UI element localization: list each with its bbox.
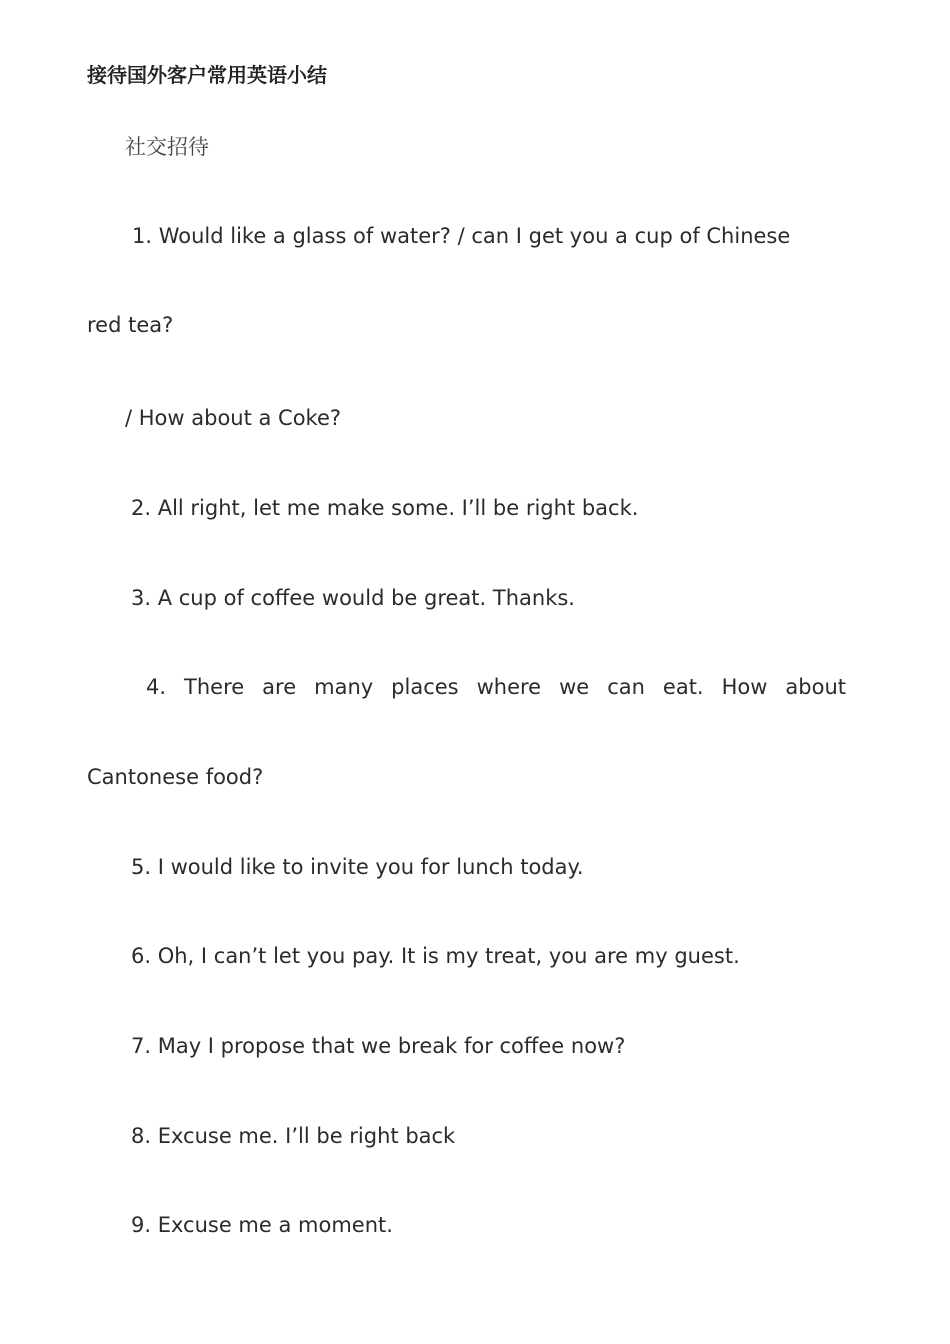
item-4-word: 4.	[146, 675, 167, 699]
item-4-word: many	[314, 675, 374, 699]
item-3: 3. A cup of coffee would be great. Thanks.	[131, 586, 575, 610]
item-9: 9. Excuse me a moment.	[131, 1213, 393, 1237]
item-7: 7. May I propose that we break for coffee now?	[131, 1034, 626, 1058]
item-4-word: eat.	[662, 675, 704, 699]
item-1-line-3: / How about a Coke?	[125, 406, 342, 430]
item-1-line-2: red tea?	[87, 313, 174, 337]
item-8: 8. Excuse me. I’ll be right back	[131, 1124, 456, 1148]
item-4-line-1	[146, 677, 846, 698]
item-4-word: about	[785, 675, 846, 699]
item-4-word: How	[721, 675, 768, 699]
item-4-word: places	[391, 675, 459, 699]
item-5: 5. I would like to invite you for lunch today.	[131, 855, 584, 879]
item-4-word: where	[476, 675, 542, 699]
item-4-line-2: Cantonese food?	[87, 765, 264, 789]
item-4-word: we	[559, 675, 590, 699]
item-4-word: can	[607, 675, 645, 699]
item-2: 2. All right, let me make some. I’ll be right back.	[131, 496, 639, 520]
section-heading: 社交招待	[125, 135, 209, 159]
item-6: 6. Oh, I can’t let you pay. It is my treat, you are my guest.	[131, 944, 740, 968]
document-title: 接待国外客户常用英语小结	[87, 63, 327, 87]
item-4-word: There	[184, 675, 245, 699]
item-4-word: are	[262, 675, 297, 699]
item-1-line-1: 1. Would like a glass of water? / can I get you a cup of Chinese	[132, 224, 791, 248]
